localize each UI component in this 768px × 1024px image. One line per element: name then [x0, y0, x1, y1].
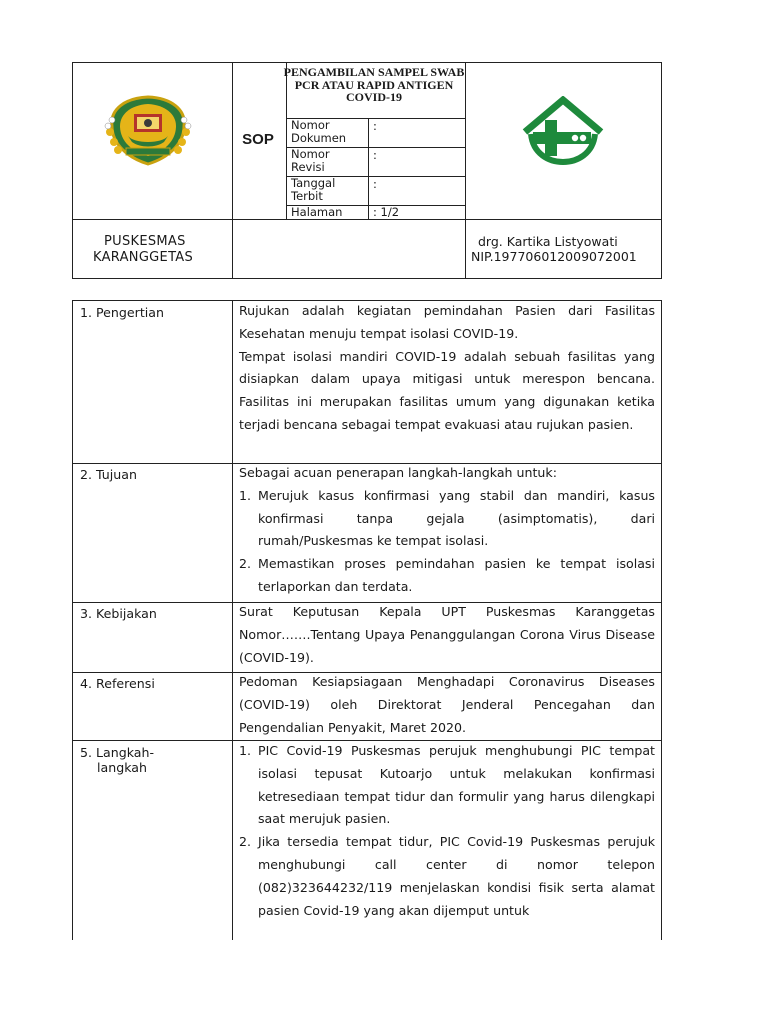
list-item: [239, 485, 655, 553]
meta-label-nomor-dokumen: Nomor Dokumen: [291, 118, 347, 145]
list-item: [239, 740, 655, 831]
meta-value-nomor-dokumen: :: [373, 119, 377, 133]
section-body-langkah: [239, 740, 655, 922]
meta-label-nomor-revisi: Nomor Revisi: [291, 147, 330, 174]
section-body-kebijakan: [239, 601, 655, 669]
list-text: PIC Covid-19 Puskesmas perujuk menghubungi PIC tempat isolasi tepusat Kutoarjo untuk melakukan konfirmasi ketresediaan tempat tidur dan formulir yang harus dilengkapi saat merujuk pasien.: [258, 743, 655, 827]
signatory-nip: NIP.197706012009072001: [471, 249, 637, 264]
org-name-line2: KARANGGETAS: [93, 250, 194, 265]
paragraph: Tempat isolasi mandiri COVID-19 adalah sebuah fasilitas yang disiapkan dalam upaya mitigasi untuk merespon bencana. Fasilitas ini merupakan fasilitas umum yang digunakan ketika terjadi bencana sebagai tempat evakuasi atau rujukan pasien.: [239, 348, 655, 432]
section-label-referensi: 4. Referensi: [80, 676, 155, 691]
org-name-line1: PUSKESMAS: [104, 234, 186, 249]
sop-title: PENGAMBILAN SAMPEL SWAB PCR ATAU RAPID ANTIGEN COVID-19: [283, 65, 465, 104]
section-label-langkah-line1: 5. Langkah-: [80, 745, 155, 760]
paragraph: Surat Keputusan Kepala UPT Puskesmas Karanggetas Nomor…….Tentang Upaya Penanggulangan Corona Virus Disease (COVID-19).: [239, 604, 655, 665]
list-item: [239, 553, 655, 599]
list-text: Jika tersedia tempat tidur, PIC Covid-19 Puskesmas perujuk menghubungi call center di nomor telepon (082)323644232/119 menjelaskan kondisi fisik serta alamat pasien Covid-19 yang akan dijemput untuk: [258, 834, 655, 918]
list-text: Merujuk kasus konfirmasi yang stabil dan mandiri, kasus konfirmasi tanpa gejala (asimptomatis), dari rumah/Puskesmas ke tempat isolasi.: [258, 487, 655, 549]
section-label-kebijakan: 3. Kebijakan: [80, 606, 157, 621]
section-label-langkah-line2: langkah: [97, 760, 147, 775]
list-number: 2.: [239, 556, 252, 572]
paragraph: Sebagai acuan penerapan langkah-langkah untuk:: [239, 465, 557, 480]
meta-value-nomor-revisi: :: [373, 148, 377, 162]
list-number: 1.: [239, 487, 252, 503]
puskesmas-logo: [519, 96, 607, 166]
regency-emblem-logo: [104, 92, 192, 168]
list-text: Memastikan proses pemindahan pasien ke tempat isolasi terlaporkan dan terdata.: [258, 556, 655, 594]
section-body-pengertian: [239, 300, 655, 437]
sop-label: SOP: [242, 131, 274, 148]
meta-value-halaman: : 1/2: [373, 205, 400, 219]
meta-label-tanggal-terbit: Tanggal Terbit: [291, 176, 336, 203]
meta-label-halaman: Halaman: [291, 205, 343, 219]
list-number: 1.: [239, 743, 252, 758]
signatory-name: drg. Kartika Listyowati: [478, 234, 618, 249]
paragraph: Rujukan adalah kegiatan pemindahan Pasien dari Fasilitas Kesehatan menuju tempat isolasi COVID-19.: [239, 303, 655, 341]
paragraph: Pedoman Kesiapsiagaan Menghadapi Coronavirus Diseases (COVID-19) oleh Direktorat Jenderal Pencegahan dan Pengendalian Penyakit, Maret 2020.: [239, 674, 655, 735]
meta-value-tanggal-terbit: :: [373, 177, 377, 191]
section-label-pengertian: 1. Pengertian: [80, 305, 164, 320]
section-body-tujuan: [239, 462, 655, 599]
section-body-referensi: [239, 671, 655, 739]
list-item: [239, 831, 655, 922]
list-number: 2.: [239, 834, 252, 850]
section-label-tujuan: 2. Tujuan: [80, 467, 137, 482]
